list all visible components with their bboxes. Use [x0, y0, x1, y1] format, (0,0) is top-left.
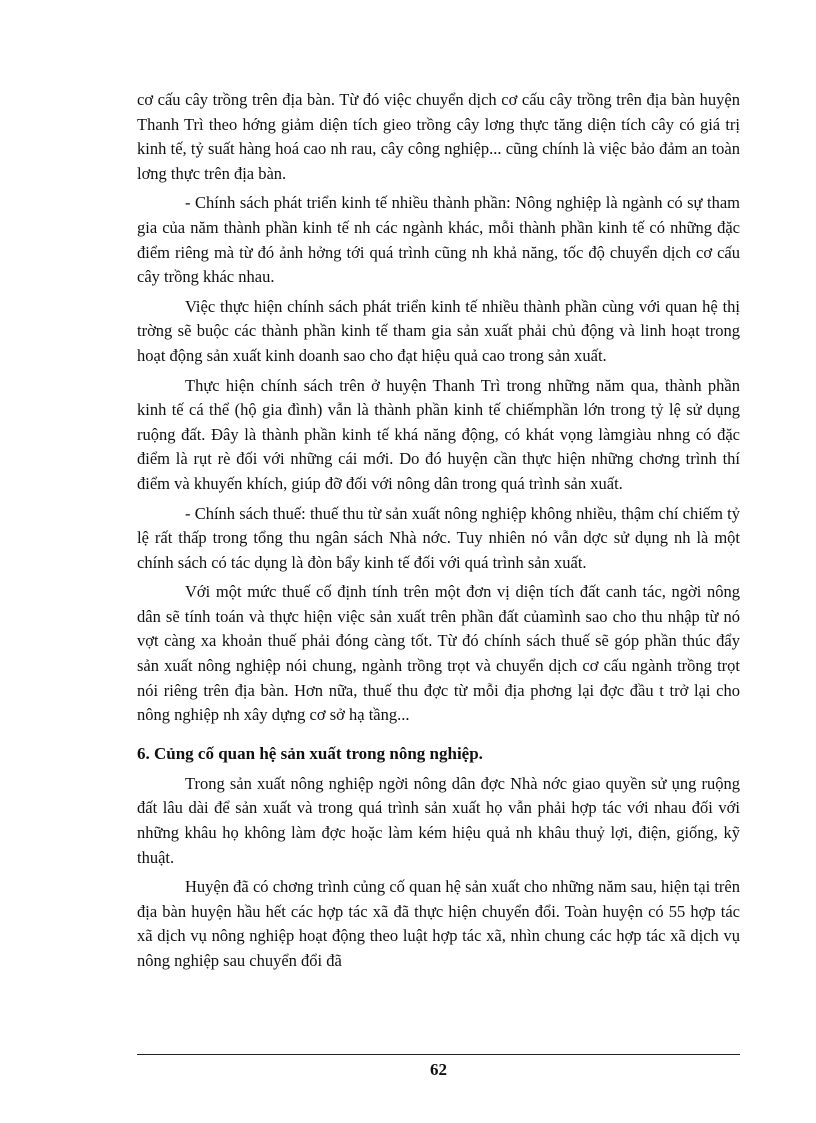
paragraph-tax-policy: - Chính sách thuế: thuế thu từ sản xuất nông nghiệp không nhiều, thậm chí chiếm tỷ lệ rất thấp trong tổng thu ngân sách Nhà nớc. Tuy nhiên nó vẫn dợc sử dụng nh là một chính sách có tác dụng là đòn bẩy kinh tế đối với quá trình sản xuất. — [137, 503, 740, 572]
footer-divider — [137, 1054, 740, 1055]
paragraph-land-use-rights: Trong sản xuất nông nghiệp ngời nông dân đợc Nhà nớc giao quyền sử ụng ruộng đất lâu dài để sản xuất và trong quá trình sản xuất họ vẫn phải hợp tác với nhau đối với những khâu họ không làm đợc hoặc làm kém hiệu quả nh khâu thuỷ lợi, điện, giống, kỹ thuật. — [137, 773, 740, 867]
paragraph-crop-structure: cơ cấu cây trồng trên địa bàn. Từ đó việc chuyển dịch cơ cấu cây trồng trên địa bàn huyện Thanh Trì theo hớng giảm diện tích gieo trồng cây lơng thực tăng diện tích cây có giá trị kinh tế, tỷ suất hàng hoá cao nh rau, cây công nghiệp... cũng chính là việc bảo đảm an toàn lơng thực trên địa bàn. — [137, 90, 740, 183]
paragraph-household-sector: Thực hiện chính sách trên ở huyện Thanh Trì trong những năm qua, thành phần kinh tế cá thể (hộ gia đình) vẫn là thành phần kinh tế chiếmphần lớn trong tỷ lệ sử dụng ruộng đất. Đây là thành phần kinh tế khá năng động, có khát vọng làmgiàu nhng có đặc điểm là rụt rè đối với những cái mới. Do đó huyện cần thực hiện những chơng trình thí điểm và khuyến khích, giúp đỡ đối với nông dân trong quá trình sản xuất. — [137, 375, 740, 493]
document-body — [137, 88, 740, 979]
paragraph-fixed-tax: Với một mức thuế cố định tính trên một đơn vị diện tích đất canh tác, ngời nông dân sẽ tính toán và thực hiện việc sản xuất trên phần đất củamình sao cho thu nhập từ nó vợt càng xa khoản thuế phải đóng càng tốt. Từ đó chính sách thuế sẽ góp phần thúc đẩy sản xuất nông nghiệp nói chung, ngành trồng trọt và chuyển dịch cơ cấu ngành trồng trọt nói riêng trên địa bàn. Hơn nữa, thuế thu đợc từ mỗi địa phơng lại đợc đầu t trở lại cho nông nghiệp nh xây dựng cơ sở hạ tầng... — [137, 582, 740, 725]
paragraph-multi-sector-policy: - Chính sách phát triển kinh tế nhiều thành phần: Nông nghiệp là ngành có sự tham gia của năm thành phần kinh tế nh các ngành khác, mỗi thành phần kinh tế có những đặc điểm riêng mà từ đó ảnh hởng tới quá trình cũng nh khả năng, tốc độ chuyển dịch cơ cấu cây trồng khác nhau. — [137, 193, 740, 287]
section-heading: 6. Củng cố quan hệ sản xuất trong nông nghiệp. — [137, 743, 483, 763]
paragraph-market-relations: Việc thực hiện chính sách phát triển kinh tế nhiều thành phần cùng với quan hệ thị trờng sẽ buộc các thành phần kinh tế tham gia sản xuất phải chủ động và linh hoạt trong hoạt động sản xuất kinh doanh sao cho đạt hiệu quả cao trong sản xuất. — [137, 296, 740, 365]
paragraph-cooperatives: Huyện đã có chơng trình củng cố quan hệ sản xuất cho những năm sau, hiện tại trên địa bàn huyện hầu hết các hợp tác xã đã thực hiện chuyển đổi. Toàn huyện có 55 hợp tác xã dịch vụ nông nghiệp hoạt động theo luật hợp tác xã, nhìn chung các hợp tác xã dịch vụ nông nghiệp sau chuyển đổi đã — [137, 877, 740, 970]
page-number: 62 — [430, 1060, 447, 1079]
